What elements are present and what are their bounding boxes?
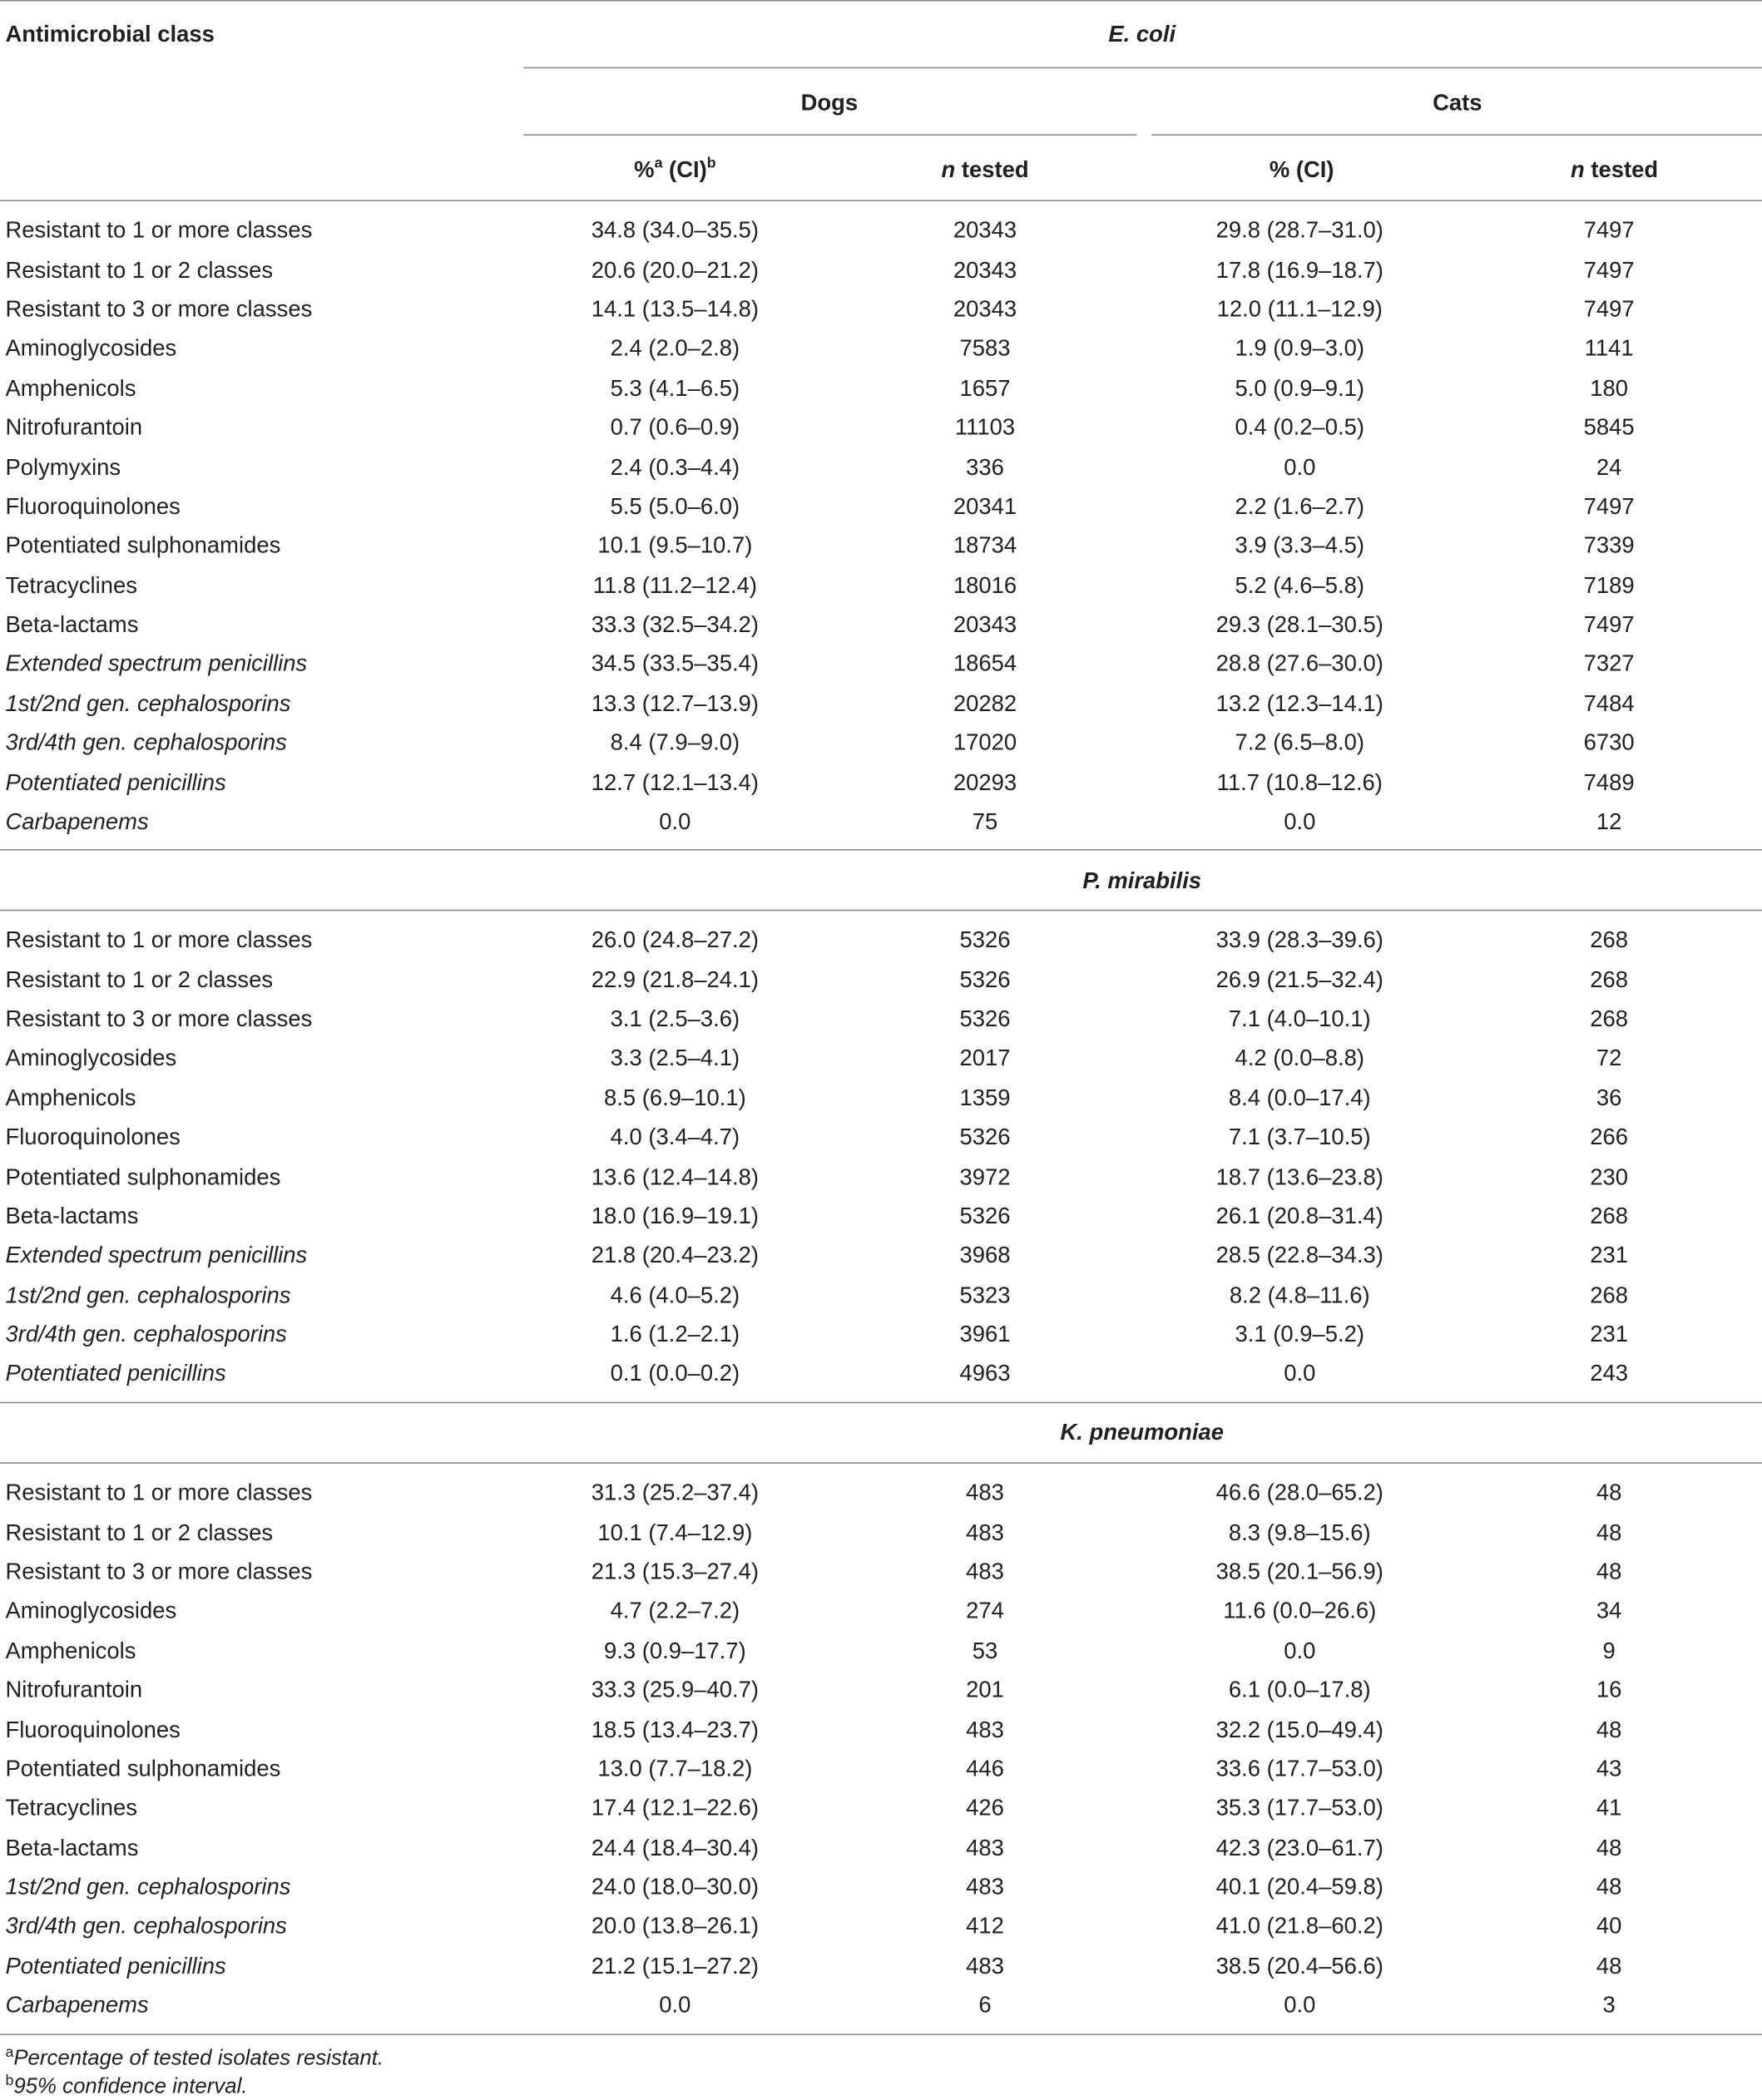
row-label: Amphenicols [5, 1085, 136, 1111]
cats-n-tested-cell: 266 [1590, 1124, 1628, 1150]
row-label: Fluoroquinolones [5, 1124, 181, 1150]
dogs-percent-cell: 13.6 (12.4–14.8) [591, 1164, 760, 1190]
table-bottom-rule [0, 2033, 1762, 2035]
cats-n-tested-cell: 34 [1596, 1598, 1622, 1624]
cats-percent-cell: 0.0 [1284, 1638, 1316, 1663]
cats-n-tested-cell: 7339 [1583, 532, 1635, 559]
cats-percent-cell: 12.0 (11.1–12.9) [1216, 296, 1383, 323]
row-label: Fluoroquinolones [5, 1717, 181, 1742]
row-label: Resistant to 1 or 2 classes [5, 1519, 274, 1545]
cats-percent-cell: 18.7 (13.6–23.8) [1215, 1164, 1383, 1190]
cats-percent-cell: 6.1 (0.0–17.8) [1228, 1677, 1371, 1703]
cats-percent-cell: 0.0 [1284, 454, 1316, 480]
cats-percent-cell: 35.3 (17.7–53.0) [1215, 1795, 1383, 1821]
cats-percent-cell: 8.3 (9.8–15.6) [1228, 1519, 1371, 1545]
cats-n-tested-cell: 180 [1590, 375, 1628, 401]
dogs-n-tested-cell: 483 [966, 1953, 1004, 1979]
cats-n-tested-cell: 7189 [1583, 572, 1635, 598]
dogs-percent-cell: 24.0 (18.0–30.0) [591, 1874, 760, 1900]
table-row [0, 1552, 1762, 1591]
dogs-percent-cell: 34.8 (34.0–35.5) [591, 217, 760, 244]
cats-percent-cell: 38.5 (20.1–56.9) [1215, 1559, 1383, 1585]
table-row [0, 210, 1762, 250]
table-row [0, 1749, 1762, 1788]
row-label: Resistant to 1 or more classes [5, 217, 313, 244]
dogs-percent-cell: 18.0 (16.9–19.1) [591, 1203, 760, 1229]
dogs-n-tested-cell: 3961 [959, 1322, 1011, 1347]
dogs-percent-cell: 11.8 (11.2–12.4) [592, 572, 757, 598]
dogs-n-tested-cell: 5323 [959, 1282, 1011, 1308]
dogs-percent-cell: 2.4 (0.3–4.4) [610, 454, 740, 480]
row-label: Resistant to 1 or more classes [5, 926, 313, 953]
row-label: Tetracyclines [5, 1795, 137, 1821]
cats-percent-cell: 11.6 (0.0–26.6) [1223, 1598, 1377, 1624]
row-label: Resistant to 3 or more classes [5, 1559, 313, 1585]
cats-percent-cell: 28.8 (27.6–30.0) [1215, 651, 1383, 677]
dogs-n-tested-cell: 18654 [953, 651, 1017, 677]
table-row [0, 1039, 1762, 1078]
col-header-dogs-n: n tested [941, 156, 1029, 183]
dogs-n-tested-cell: 20341 [953, 493, 1017, 520]
dogs-n-tested-cell: 1657 [959, 375, 1011, 401]
dogs-n-tested-cell: 5326 [959, 1203, 1011, 1229]
section-rule [0, 849, 1762, 851]
dogs-percent-cell: 21.3 (15.3–27.4) [591, 1559, 760, 1585]
table-row [0, 1986, 1762, 2025]
cats-n-tested-cell: 243 [1590, 1361, 1628, 1387]
row-label: Aminoglycosides [5, 1045, 177, 1071]
cats-n-tested-cell: 48 [1596, 1835, 1622, 1860]
table-row [0, 487, 1762, 526]
dogs-percent-cell: 12.7 (12.1–13.4) [591, 769, 760, 796]
cats-n-tested-cell: 3 [1602, 1992, 1616, 2018]
table-row [0, 802, 1762, 841]
row-label: Beta-lactams [5, 1203, 139, 1229]
cats-n-tested-cell: 7497 [1583, 257, 1635, 283]
cats-n-tested-cell: 268 [1590, 1006, 1628, 1032]
table-row [0, 1670, 1762, 1709]
cats-percent-cell: 33.9 (28.3–39.6) [1215, 926, 1383, 953]
cats-percent-cell: 0.4 (0.2–0.5) [1235, 414, 1365, 441]
cats-n-tested-cell: 1141 [1584, 335, 1634, 362]
cats-n-tested-cell: 7484 [1583, 690, 1635, 717]
dogs-n-tested-cell: 412 [966, 1914, 1004, 1939]
dogs-percent-cell: 24.4 (18.4–30.4) [591, 1835, 760, 1860]
dogs-percent-cell: 3.3 (2.5–4.1) [610, 1045, 740, 1071]
table-row [0, 1157, 1762, 1196]
dogs-n-tested-cell: 483 [966, 1559, 1004, 1585]
row-label: Polymyxins [5, 454, 121, 480]
cats-n-tested-cell: 48 [1596, 1519, 1622, 1545]
cats-percent-cell: 17.8 (16.9–18.7) [1215, 257, 1383, 283]
cats-percent-cell: 4.2 (0.0–8.8) [1235, 1045, 1365, 1071]
dogs-percent-cell: 20.6 (20.0–21.2) [591, 257, 760, 283]
table-row [0, 1196, 1762, 1235]
row-label: Resistant to 3 or more classes [5, 296, 313, 323]
dogs-percent-cell: 13.0 (7.7–18.2) [597, 1756, 753, 1782]
dogs-n-tested-cell: 483 [966, 1874, 1004, 1900]
dogs-n-tested-cell: 2017 [959, 1045, 1011, 1071]
footnote-a: $^a$Percentage of tested isolates resistant. [5, 2044, 384, 2071]
dogs-percent-cell: 8.5 (6.9–10.1) [603, 1085, 746, 1111]
dogs-n-tested-cell: 274 [966, 1598, 1004, 1624]
row-label: Extended spectrum penicillins [5, 1243, 308, 1268]
cats-n-tested-cell: 268 [1590, 1203, 1628, 1229]
col-header-cats-n: n tested [1570, 156, 1659, 183]
dogs-percent-cell: 5.5 (5.0–6.0) [610, 493, 740, 520]
table-row [0, 250, 1762, 289]
cats-n-tested-cell: 5845 [1583, 414, 1635, 441]
cats-percent-cell: 8.4 (0.0–17.4) [1228, 1085, 1371, 1111]
table-row [0, 1275, 1762, 1314]
row-label: 1st/2nd gen. cephalosporins [5, 1874, 291, 1900]
cats-percent-cell: 11.7 (10.8–12.6) [1216, 769, 1383, 796]
dogs-n-tested-cell: 5326 [959, 966, 1011, 993]
table-row [0, 1867, 1762, 1906]
cats-percent-cell: 0.0 [1284, 808, 1316, 835]
dogs-percent-cell: 1.6 (1.2–2.1) [610, 1322, 740, 1347]
cats-percent-cell: 7.1 (3.7–10.5) [1228, 1124, 1371, 1150]
row-label: Amphenicols [5, 375, 136, 401]
dogs-percent-cell: 34.5 (33.5–35.4) [591, 651, 760, 677]
cats-percent-cell: 46.6 (28.0–65.2) [1215, 1480, 1383, 1506]
table-row [0, 1473, 1762, 1512]
dogs-n-tested-cell: 336 [966, 454, 1004, 480]
dogs-n-tested-cell: 201 [966, 1677, 1004, 1703]
dogs-n-tested-cell: 20293 [953, 769, 1017, 796]
cats-percent-cell: 33.6 (17.7–53.0) [1215, 1756, 1383, 1782]
cats-percent-cell: 7.1 (4.0–10.1) [1228, 1006, 1371, 1032]
cats-n-tested-cell: 6730 [1583, 729, 1635, 756]
dogs-percent-cell: 5.3 (4.1–6.5) [610, 375, 740, 401]
dogs-n-tested-cell: 18016 [953, 572, 1017, 598]
dogs-percent-cell: 22.9 (21.8–24.1) [591, 966, 760, 993]
table-row [0, 921, 1762, 960]
dogs-percent-cell: 17.4 (12.1–22.6) [591, 1795, 760, 1821]
row-label: Potentiated penicillins [5, 1953, 226, 1979]
col-header-cats-pct: % (CI) [1269, 156, 1334, 183]
cats-percent-cell: 1.9 (0.9–3.0) [1235, 335, 1365, 362]
cats-n-tested-cell: 40 [1596, 1914, 1622, 1939]
table-row [0, 645, 1762, 684]
row-label: Beta-lactams [5, 1835, 139, 1860]
row-label: Carbapenems [5, 1992, 149, 2018]
dogs-n-tested-cell: 17020 [953, 729, 1017, 756]
dogs-percent-cell: 4.6 (4.0–5.2) [610, 1282, 740, 1308]
cats-n-tested-cell: 268 [1590, 966, 1628, 993]
dogs-n-tested-cell: 20282 [953, 690, 1017, 717]
dogs-n-tested-cell: 18734 [953, 532, 1017, 559]
cats-n-tested-cell: 72 [1596, 1045, 1622, 1071]
cats-n-tested-cell: 41 [1596, 1795, 1622, 1821]
cats-percent-cell: 42.3 (23.0–61.7) [1215, 1835, 1383, 1860]
dogs-n-tested-cell: 20343 [953, 296, 1017, 323]
header-bottom-rule [0, 200, 1762, 201]
cats-percent-cell: 38.5 (20.4–56.6) [1215, 1953, 1383, 1979]
species-header-ecoli: E. coli [1108, 21, 1176, 47]
table-row [0, 408, 1762, 447]
cats-percent-cell: 29.8 (28.7–31.0) [1215, 217, 1383, 244]
row-label: Carbapenems [5, 808, 149, 835]
species-header-kpneumoniae: K. pneumoniae [1060, 1419, 1225, 1445]
dogs-n-tested-cell: 53 [972, 1638, 998, 1663]
section-rule [0, 910, 1762, 912]
table-row [0, 1591, 1762, 1630]
pmirabilis-table [0, 921, 1762, 1394]
dogs-percent-cell: 20.0 (13.8–26.1) [591, 1914, 760, 1939]
dogs-percent-cell: 21.2 (15.1–27.2) [591, 1953, 760, 1979]
table-row [0, 289, 1762, 329]
dogs-percent-cell: 4.0 (3.4–4.7) [610, 1124, 740, 1150]
cats-n-tested-cell: 7497 [1583, 493, 1635, 520]
cats-n-tested-cell: 48 [1596, 1559, 1622, 1585]
row-label: Beta-lactams [5, 611, 139, 638]
dogs-percent-cell: 2.4 (2.0–2.8) [610, 335, 740, 362]
dogs-percent-cell: 26.0 (24.8–27.2) [591, 926, 760, 953]
dogs-percent-cell: 8.4 (7.9–9.0) [610, 729, 740, 756]
row-label: 3rd/4th gen. cephalosporins [5, 1322, 287, 1347]
cats-percent-cell: 7.2 (6.5–8.0) [1235, 729, 1365, 756]
table-row [0, 684, 1762, 723]
dogs-percent-cell: 10.1 (7.4–12.9) [597, 1519, 753, 1545]
cats-percent-cell: 29.3 (28.1–30.5) [1215, 611, 1383, 638]
dogs-n-tested-cell: 11103 [954, 414, 1016, 441]
row-label: Nitrofurantoin [5, 414, 143, 441]
cats-n-tested-cell: 24 [1596, 454, 1622, 480]
dogs-percent-cell: 18.5 (13.4–23.7) [591, 1717, 760, 1742]
cats-n-tested-cell: 268 [1590, 926, 1628, 953]
row-label: Resistant to 1 or 2 classes [5, 257, 274, 283]
dogs-n-tested-cell: 20343 [953, 611, 1017, 638]
dogs-percent-cell: 33.3 (32.5–34.2) [591, 611, 760, 638]
cats-n-tested-cell: 7497 [1583, 611, 1635, 638]
dogs-percent-cell: 33.3 (25.9–40.7) [591, 1677, 760, 1703]
table-row [0, 566, 1762, 605]
cats-percent-cell: 0.0 [1284, 1992, 1316, 2018]
dogs-percent-cell: 3.1 (2.5–3.6) [610, 1006, 740, 1032]
dogs-n-tested-cell: 3968 [959, 1243, 1011, 1268]
cats-percent-cell: 5.2 (4.6–5.8) [1235, 572, 1365, 598]
table-row [0, 1631, 1762, 1670]
dogs-n-tested-cell: 483 [966, 1717, 1004, 1742]
cats-n-tested-cell: 43 [1596, 1756, 1622, 1782]
cats-percent-cell: 5.0 (0.9–9.1) [1235, 375, 1365, 401]
row-label: 1st/2nd gen. cephalosporins [5, 690, 291, 717]
table-row [0, 1078, 1762, 1117]
cats-percent-cell: 28.5 (22.8–34.3) [1215, 1243, 1383, 1268]
dogs-n-tested-cell: 446 [966, 1756, 1004, 1782]
cats-percent-cell: 3.9 (3.3–4.5) [1235, 532, 1365, 559]
table-row [0, 1710, 1762, 1749]
ecoli-table [0, 210, 1762, 842]
cats-n-tested-cell: 7497 [1583, 296, 1635, 323]
table-row [0, 329, 1762, 368]
table-row [0, 605, 1762, 644]
row-label: Potentiated penicillins [5, 769, 226, 796]
dogs-underline [523, 134, 1136, 136]
row-label: Potentiated penicillins [5, 1361, 226, 1387]
cats-percent-cell: 41.0 (21.8–60.2) [1215, 1914, 1383, 1939]
cats-percent-cell: 32.2 (15.0–49.4) [1215, 1717, 1383, 1742]
dogs-n-tested-cell: 5326 [959, 1124, 1011, 1150]
table-row [0, 526, 1762, 566]
cats-n-tested-cell: 12 [1596, 808, 1622, 835]
row-label: Tetracyclines [5, 572, 137, 598]
row-label: 3rd/4th gen. cephalosporins [5, 729, 287, 756]
cats-percent-cell: 26.1 (20.8–31.4) [1215, 1203, 1383, 1229]
table-row [0, 960, 1762, 999]
dogs-n-tested-cell: 20343 [953, 217, 1017, 244]
cats-n-tested-cell: 48 [1596, 1480, 1622, 1506]
table-row [0, 999, 1762, 1038]
row-label: 1st/2nd gen. cephalosporins [5, 1282, 291, 1308]
col-header-dogs-pct: %$^a$ (CI)$^b$ [634, 156, 716, 183]
cats-n-tested-cell: 48 [1596, 1717, 1622, 1742]
row-label: Aminoglycosides [5, 1598, 177, 1624]
row-label: Fluoroquinolones [5, 493, 181, 520]
dogs-percent-cell: 0.0 [659, 808, 691, 835]
cats-n-tested-cell: 48 [1596, 1953, 1622, 1979]
row-label: Potentiated sulphonamides [5, 1756, 281, 1782]
dogs-n-tested-cell: 1359 [959, 1085, 1011, 1111]
dogs-n-tested-cell: 483 [966, 1519, 1004, 1545]
dogs-percent-cell: 9.3 (0.9–17.7) [603, 1638, 746, 1663]
table-top-rule [0, 0, 1762, 2]
row-label: Extended spectrum penicillins [5, 651, 308, 677]
dogs-percent-cell: 14.1 (13.5–14.8) [591, 296, 760, 323]
dogs-percent-cell: 31.3 (25.2–37.4) [591, 1480, 760, 1506]
dogs-percent-cell: 0.1 (0.0–0.2) [610, 1361, 740, 1387]
cats-percent-cell: 0.0 [1284, 1361, 1316, 1387]
dogs-n-tested-cell: 5326 [959, 926, 1011, 953]
table-row [0, 1788, 1762, 1827]
dogs-n-tested-cell: 4963 [959, 1361, 1011, 1387]
section-rule [0, 1402, 1762, 1404]
table-row [0, 447, 1762, 487]
cats-n-tested-cell: 231 [1590, 1243, 1628, 1268]
table-row [0, 1315, 1762, 1354]
dogs-n-tested-cell: 7583 [959, 335, 1011, 362]
cats-n-tested-cell: 7489 [1583, 769, 1635, 796]
dogs-n-tested-cell: 426 [966, 1795, 1004, 1821]
table-row [0, 1946, 1762, 1985]
cats-n-tested-cell: 48 [1596, 1874, 1622, 1900]
cats-n-tested-cell: 231 [1590, 1322, 1628, 1347]
first-column-header: Antimicrobial class [5, 21, 215, 47]
dogs-n-tested-cell: 20343 [953, 257, 1017, 283]
dogs-percent-cell: 10.1 (9.5–10.7) [597, 532, 753, 559]
dogs-percent-cell: 0.0 [659, 1992, 691, 2018]
cats-percent-cell: 13.2 (12.3–14.1) [1215, 690, 1383, 717]
cats-n-tested-cell: 230 [1590, 1164, 1628, 1190]
cats-percent-cell: 2.2 (1.6–2.7) [1235, 493, 1365, 520]
dogs-percent-cell: 13.3 (12.7–13.9) [591, 690, 760, 717]
footnote-b: $^b$95% confidence interval. [5, 2073, 248, 2098]
row-label: Potentiated sulphonamides [5, 1164, 281, 1190]
cats-percent-cell: 8.2 (4.8–11.6) [1229, 1282, 1370, 1308]
dogs-n-tested-cell: 3972 [959, 1164, 1011, 1190]
table-row [0, 1907, 1762, 1946]
table-row [0, 1513, 1762, 1552]
cats-percent-cell: 40.1 (20.4–59.8) [1215, 1874, 1383, 1900]
table-row [0, 724, 1762, 763]
cats-percent-cell: 3.1 (0.9–5.2) [1235, 1322, 1365, 1347]
table-row [0, 368, 1762, 408]
table-row [0, 1354, 1762, 1393]
table-row [0, 1236, 1762, 1275]
table-row [0, 1828, 1762, 1867]
table-row [0, 1118, 1762, 1157]
row-label: 3rd/4th gen. cephalosporins [5, 1914, 287, 1939]
dogs-percent-cell: 21.8 (20.4–23.2) [591, 1243, 760, 1268]
group-header-cats: Cats [1433, 90, 1482, 116]
cats-percent-cell: 26.9 (21.5–32.4) [1215, 966, 1383, 993]
table-row [0, 763, 1762, 802]
dogs-n-tested-cell: 5326 [959, 1006, 1011, 1032]
cats-n-tested-cell: 7327 [1583, 651, 1635, 677]
dogs-n-tested-cell: 6 [978, 1992, 992, 2018]
row-label: Amphenicols [5, 1638, 136, 1663]
cats-n-tested-cell: 268 [1590, 1282, 1628, 1308]
kpneumoniae-table [0, 1473, 1762, 2025]
section-rule [0, 1462, 1762, 1464]
cats-n-tested-cell: 7497 [1583, 217, 1635, 244]
cats-n-tested-cell: 9 [1602, 1638, 1616, 1663]
row-label: Aminoglycosides [5, 335, 177, 362]
dogs-n-tested-cell: 483 [966, 1480, 1004, 1506]
species-underline [523, 67, 1762, 69]
cats-n-tested-cell: 16 [1596, 1677, 1622, 1703]
row-label: Resistant to 3 or more classes [5, 1006, 313, 1032]
row-label: Potentiated sulphonamides [5, 532, 281, 559]
cats-n-tested-cell: 36 [1596, 1085, 1622, 1111]
row-label: Nitrofurantoin [5, 1677, 143, 1703]
dogs-percent-cell: 4.7 (2.2–7.2) [610, 1598, 740, 1624]
dogs-percent-cell: 0.7 (0.6–0.9) [610, 414, 740, 441]
group-header-dogs: Dogs [800, 90, 859, 116]
row-label: Resistant to 1 or 2 classes [5, 966, 274, 993]
row-label: Resistant to 1 or more classes [5, 1480, 313, 1506]
species-header-pmirabilis: P. mirabilis [1082, 867, 1202, 894]
dogs-n-tested-cell: 483 [966, 1835, 1004, 1860]
dogs-n-tested-cell: 75 [972, 808, 998, 835]
cats-underline [1151, 134, 1762, 136]
